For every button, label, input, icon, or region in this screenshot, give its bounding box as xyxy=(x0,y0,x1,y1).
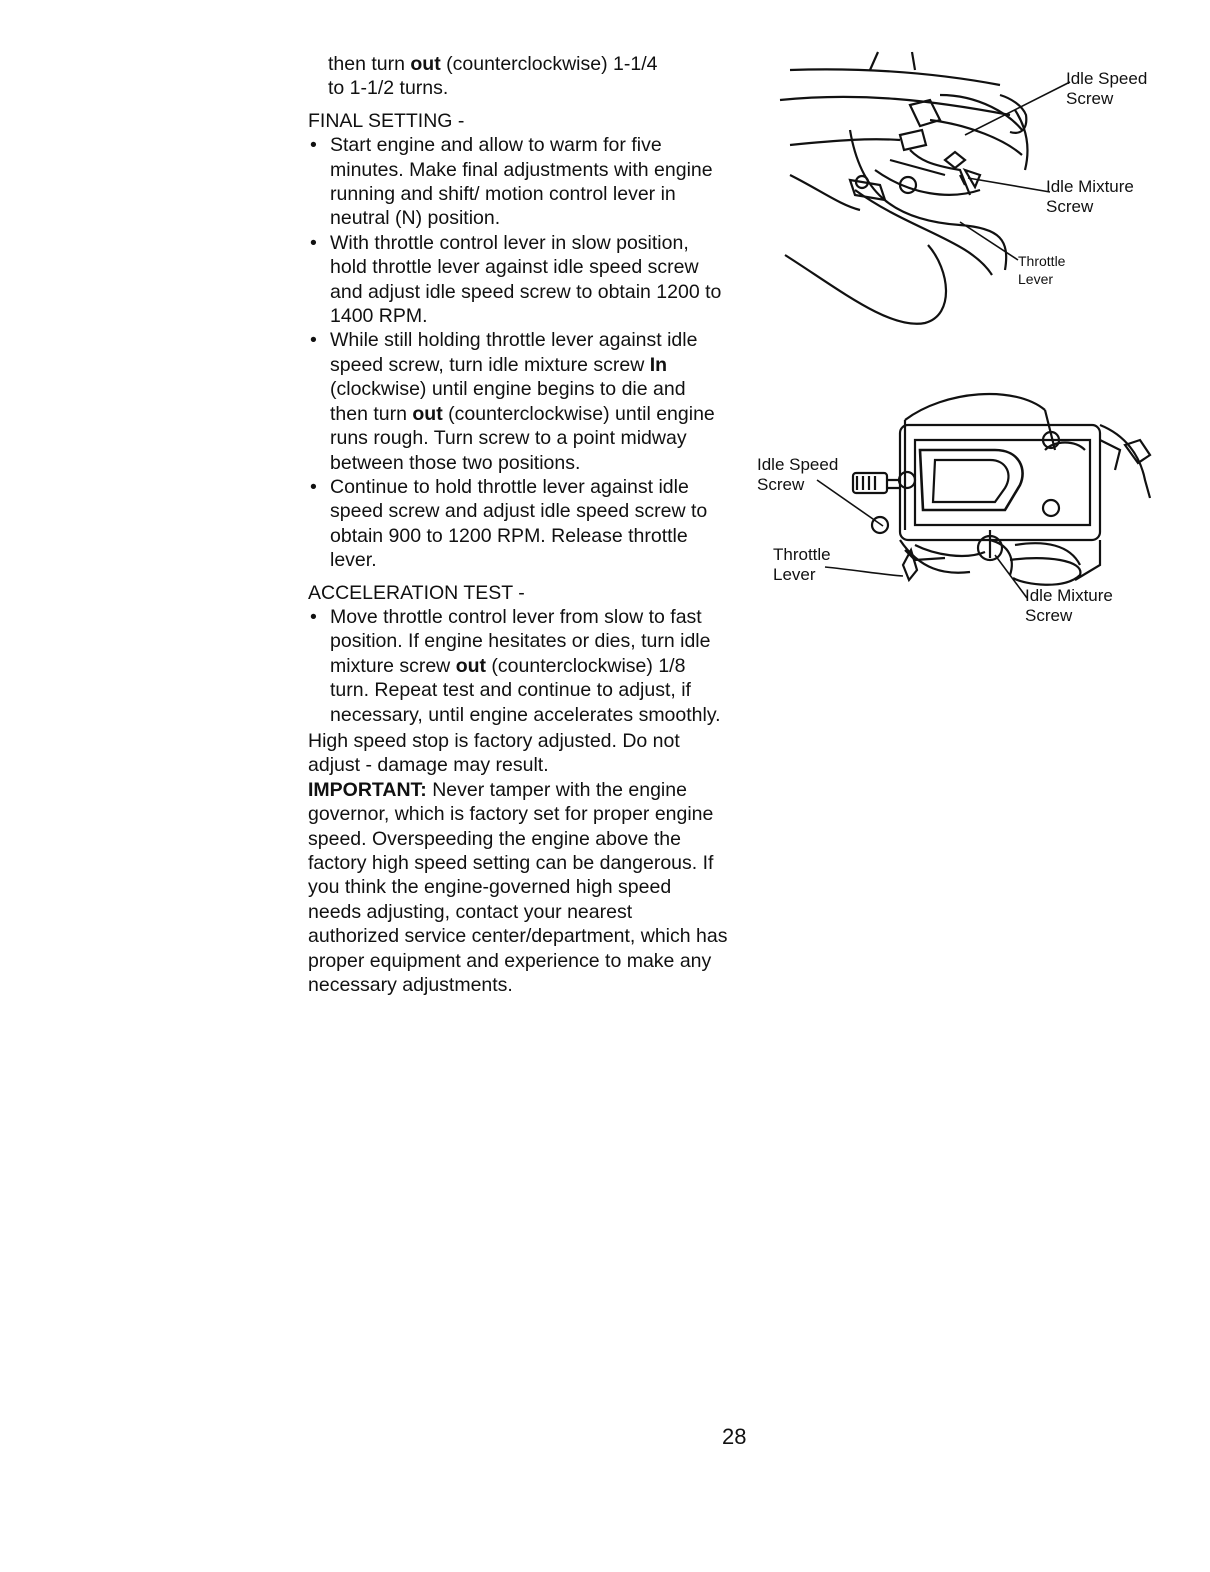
fig1-idle-speed-line2: Screw xyxy=(1066,89,1114,108)
accel-post: (counterclockwise) 1/8 turn. Repeat test and continue to adjust, if necessary, until engine accelerates smoothly. xyxy=(330,654,721,726)
intro-line1-bold: out xyxy=(410,53,441,75)
final-setting-step-2: • With throttle control lever in slow position, hold throttle lever against idle speed screw and adjust idle speed screw to obtain 1200 to 1400 RPM. xyxy=(308,231,728,329)
fig1-idle-mixture-label xyxy=(1046,177,1134,217)
fig2-throttle-line1: Throttle xyxy=(773,545,831,564)
important-text: Never tamper with the engine governor, which is factory set for proper engine speed. Overspeeding the engine above the factory high speed setting can be dangerous. If you think the engine-governed high speed needs adjusting, contact your nearest authorized service center/department, which has proper equipment and experience to make any necessary adjustments. xyxy=(308,778,728,997)
step3-in: In xyxy=(649,353,668,376)
acceleration-step-1 xyxy=(308,605,728,727)
fig1-idle-mixture-line2: Screw xyxy=(1046,197,1094,216)
fig1-idle-speed-line1: Idle Speed xyxy=(1066,69,1148,88)
step3-pre: While still holding throttle lever against idle speed screw, turn idle mixture screw xyxy=(330,329,698,376)
step3-mid: (clockwise) until engine begins to die and then turn xyxy=(330,378,686,425)
fig2-idle-speed-line1: Idle Speed xyxy=(757,455,839,474)
fig2-idle-mixture-line1: Idle Mixture xyxy=(1025,586,1113,605)
intro-text xyxy=(308,52,728,101)
fig2-throttle-line2: Lever xyxy=(773,565,816,584)
page-number: 28 xyxy=(722,1424,747,1449)
accel-pre: Move throttle control lever from slow to fast position. If engine hesitates or dies, turn idle mixture screw xyxy=(330,605,711,677)
fig2-idle-speed-line2: Screw xyxy=(757,475,805,494)
fig1-idle-speed-label xyxy=(1066,69,1147,109)
instructions-column xyxy=(308,52,728,997)
fig2-throttle-label xyxy=(773,545,831,585)
final-setting-heading: FINAL SETTING - xyxy=(308,109,465,132)
intro-line1-post: (counterclockwise) 1-1/4 xyxy=(440,53,658,75)
figure-carburetor-linkage xyxy=(760,40,1180,340)
final-setting-step-3 xyxy=(308,328,728,474)
intro-line2: to 1-1/2 turns. xyxy=(328,77,449,100)
important-note xyxy=(308,778,728,998)
fig1-idle-mixture-line1: Idle Mixture xyxy=(1046,177,1134,196)
acceleration-list xyxy=(308,605,728,727)
important-label: IMPORTANT: xyxy=(308,778,427,801)
intro-line1-pre: then turn xyxy=(328,53,411,75)
fig1-throttle-label xyxy=(1018,252,1065,288)
step3-out: out xyxy=(412,402,443,425)
fig2-idle-mixture-line2: Screw xyxy=(1025,606,1073,625)
fig1-throttle-line1: Throttle xyxy=(1018,253,1066,269)
final-setting-list xyxy=(308,133,728,572)
fig1-throttle-line2: Lever xyxy=(1018,271,1054,287)
final-setting-step-1: • Start engine and allow to warm for five minutes. Make final adjustments with engine running and shift/ motion control lever in neutral (N) position. xyxy=(308,133,728,231)
fig2-idle-mixture-label xyxy=(1025,586,1113,626)
accel-out: out xyxy=(455,654,487,677)
step3-post: (counterclockwise) until engine runs rough. Turn screw to a point midway between those two positions. xyxy=(330,402,715,474)
final-setting-step-4: • Continue to hold throttle lever against idle speed screw and adjust idle speed screw to obtain 900 to 1200 RPM. Release throttle lever. xyxy=(308,475,728,573)
fig2-idle-speed-label xyxy=(757,455,838,495)
figure-carburetor-detail xyxy=(755,380,1175,640)
high-speed-note: High speed stop is factory adjusted. Do not adjust - damage may result. xyxy=(308,729,680,777)
acceleration-test-heading: ACCELERATION TEST - xyxy=(308,581,525,604)
